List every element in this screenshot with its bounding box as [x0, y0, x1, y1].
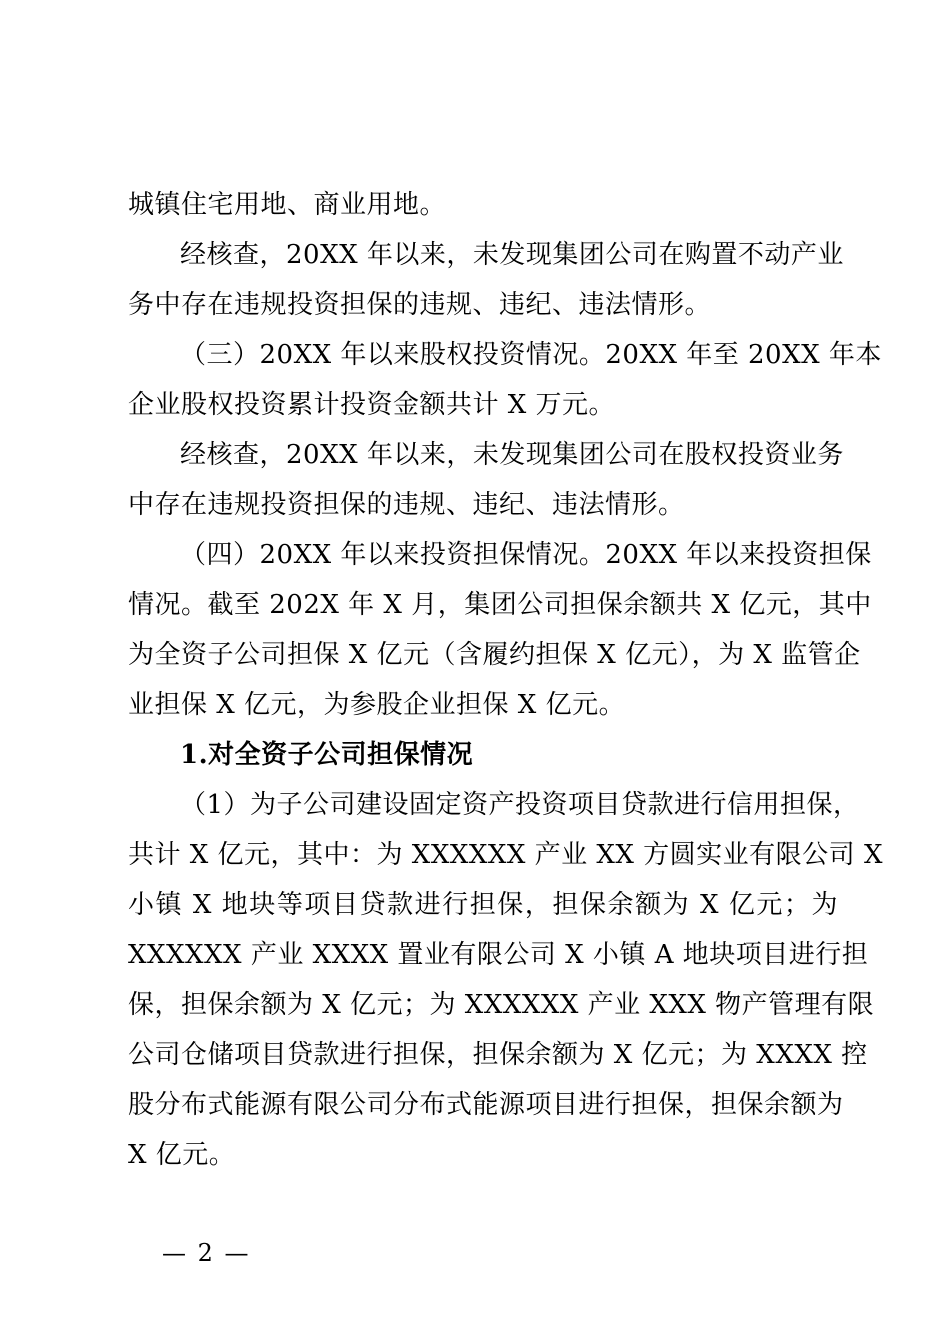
text-line: 务中存在违规投资担保的违规、违纪、违法情形。	[128, 290, 712, 320]
text-line: XXXXXX 产业 XXXX 置业有限公司 X 小镇 A 地块项目进行担	[128, 940, 869, 970]
text-line: （1）为子公司建设固定资产投资项目贷款进行信用担保，	[180, 790, 860, 820]
text-line: 股分布式能源有限公司分布式能源项目进行担保，担保余额为	[128, 1090, 844, 1120]
text-line: 共计 X 亿元，其中：为 XXXXXX 产业 XX 方圆实业有限公司 X	[128, 840, 883, 870]
text-line: 业担保 X 亿元，为参股企业担保 X 亿元。	[128, 690, 626, 720]
section-heading: 1.对全资子公司担保情况	[180, 740, 474, 770]
text-line: 企业股权投资累计投资金额共计 X 万元。	[128, 390, 616, 420]
text-line: 中存在违规投资担保的违规、违纪、违法情形。	[128, 490, 685, 520]
text-line: X 亿元。	[128, 1140, 236, 1170]
text-line: 公司仓储项目贷款进行担保，担保余额为 X 亿元；为 XXXX 控	[128, 1040, 868, 1070]
page-number: — 2 —	[162, 1239, 251, 1267]
text-line: 经核查，20XX 年以来，未发现集团公司在购置不动产业	[180, 240, 844, 270]
text-line: 为全资子公司担保 X 亿元（含履约担保 X 亿元），为 X 监管企	[128, 640, 861, 670]
text-line: （三）20XX 年以来股权投资情况。20XX 年至 20XX 年本	[180, 340, 882, 370]
text-line: 保，担保余额为 X 亿元；为 XXXXXX 产业 XXX 物产管理有限	[128, 990, 875, 1020]
text-line: 经核查，20XX 年以来，未发现集团公司在股权投资业务	[180, 440, 844, 470]
text-line: 情况。截至 202X 年 X 月，集团公司担保余额共 X 亿元，其中	[128, 590, 872, 620]
text-line: 城镇住宅用地、商业用地。	[128, 190, 447, 220]
text-line: （四）20XX 年以来投资担保情况。20XX 年以来投资担保	[180, 540, 872, 570]
text-line: 小镇 X 地块等项目贷款进行担保，担保余额为 X 亿元；为	[128, 890, 838, 920]
